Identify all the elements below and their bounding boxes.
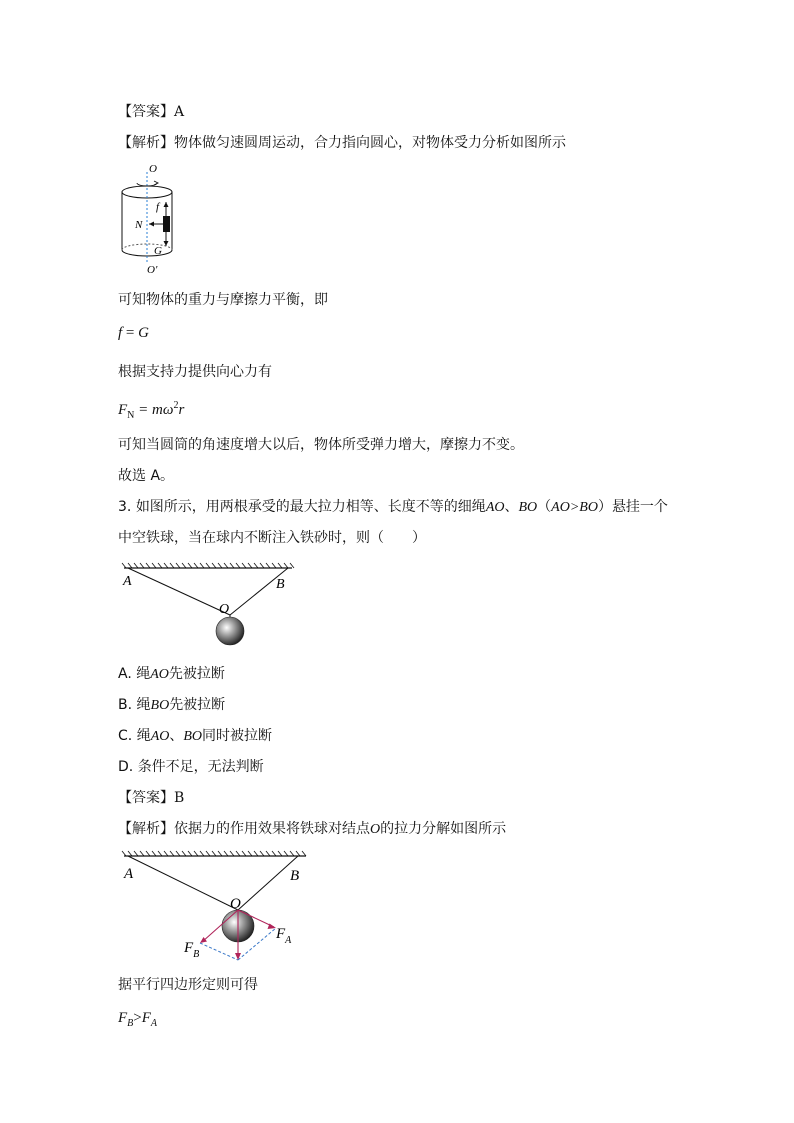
eq2-sub: N: [127, 410, 135, 421]
q3-sep: 、: [504, 499, 519, 515]
option-A-pre: 绳: [136, 666, 151, 682]
eq1-rhs: G: [138, 325, 149, 341]
option-D-label: D.: [118, 759, 134, 775]
q3-paren-open: （: [537, 499, 552, 515]
answer-value-2: B: [174, 790, 185, 806]
eq1-eq: =: [122, 325, 139, 341]
fig3-label-B: B: [290, 868, 300, 884]
eq3-F2: F: [141, 1010, 151, 1026]
q3-cond: AO>BO: [551, 500, 598, 515]
option-C-pre: 绳: [136, 728, 151, 744]
option-B-pre: 绳: [136, 697, 151, 713]
answer-tag: 【答案】: [118, 104, 174, 120]
option-A[interactable]: [118, 664, 225, 685]
balance-line: 可知物体的重力与摩擦力平衡，即: [118, 292, 328, 308]
eq2-m: = m: [134, 402, 163, 418]
equation-centripetal: [118, 396, 184, 426]
option-C-sep: 、: [169, 728, 184, 744]
label-O: O: [149, 163, 157, 175]
option-B-var: BO: [150, 698, 170, 713]
force-decomposition-figure: [118, 848, 318, 964]
option-C-var: AO: [150, 729, 170, 744]
label-N: N: [135, 219, 143, 231]
analysis-line-2: [118, 819, 506, 840]
option-A-var: AO: [150, 667, 169, 682]
option-D-pre: 条件不足，无法判断: [137, 759, 264, 775]
fig3-label-FB: $F_B$: [184, 940, 200, 960]
q3-AO: AO: [485, 500, 505, 515]
analysis2-O: O: [370, 822, 381, 837]
choose-line: 故选 A。: [118, 468, 175, 484]
eq3-s2: A: [150, 1018, 158, 1029]
option-B-post: 先被拉断: [169, 697, 226, 713]
eq1-lhs: f: [118, 325, 123, 341]
eq2-omega: ω: [162, 402, 174, 418]
fig2-label-O: O: [219, 602, 230, 617]
q3-text-a: 如图所示，用两根承受的最大拉力相等、长度不等的细绳: [135, 499, 486, 515]
fig3-label-O: O: [230, 896, 241, 912]
eq2-r: r: [178, 402, 185, 418]
q3-number: 3.: [118, 499, 132, 515]
analysis-tag-2: 【解析】: [118, 821, 174, 837]
eq2-sup: 2: [173, 400, 179, 411]
option-C-label: C.: [118, 728, 133, 744]
fig3-label-FA: $F_A$: [276, 926, 292, 946]
q3-paren-close: ）: [597, 499, 612, 515]
answer-line-1: [118, 102, 184, 122]
analysis2-text-b: 的拉力分解如图所示: [380, 821, 507, 837]
q3-BO: BO: [518, 500, 538, 515]
question-3-line-2: 中空铁球，当在球内不断注入铁砂时，则（ ）: [118, 530, 426, 546]
cylinder-figure: [118, 160, 188, 276]
support-line: 根据支持力提供向心力有: [118, 364, 272, 380]
answer-line-2: [118, 788, 184, 808]
fig3-label-A: A: [124, 866, 134, 882]
analysis-line-1: [118, 133, 566, 153]
option-C-var2: BO: [183, 729, 203, 744]
option-B[interactable]: [118, 695, 225, 716]
label-f: f: [156, 201, 160, 213]
label-G: G: [154, 245, 162, 257]
equation-f-equals-G: [118, 323, 149, 343]
equation-FB-gt-FA: [118, 1008, 157, 1034]
hanging-ball-figure: [118, 560, 298, 650]
conclusion-line: 可知当圆筒的角速度增大以后，物体所受弹力增大，摩擦力不变。: [118, 437, 524, 453]
eq3-s1: B: [127, 1018, 134, 1029]
option-C[interactable]: [118, 726, 272, 747]
fig2-label-B: B: [276, 577, 285, 592]
option-C-post: 同时被拉断: [202, 728, 273, 744]
analysis-text: 物体做匀速圆周运动，合力指向圆心，对物体受力分析如图所示: [174, 135, 566, 151]
analysis2-text-a: 依据力的作用效果将铁球对结点: [174, 821, 370, 837]
eq3-gt: >: [133, 1010, 142, 1026]
analysis-tag: 【解析】: [118, 135, 174, 151]
option-A-label: A.: [118, 666, 132, 682]
question-3-line-1: [118, 497, 668, 518]
label-O-prime: O': [147, 264, 158, 276]
option-B-label: B.: [118, 697, 133, 713]
parallelogram-line: 据平行四边形定则可得: [118, 977, 258, 993]
q3-text-b: 悬挂一个: [611, 499, 668, 515]
fig2-label-A: A: [123, 574, 132, 589]
option-D[interactable]: [118, 757, 264, 777]
option-A-post: 先被拉断: [168, 666, 225, 682]
eq3-F1: F: [118, 1010, 128, 1026]
eq2-F: F: [118, 402, 128, 418]
answer-tag-2: 【答案】: [118, 790, 174, 806]
answer-value: A: [174, 104, 185, 120]
